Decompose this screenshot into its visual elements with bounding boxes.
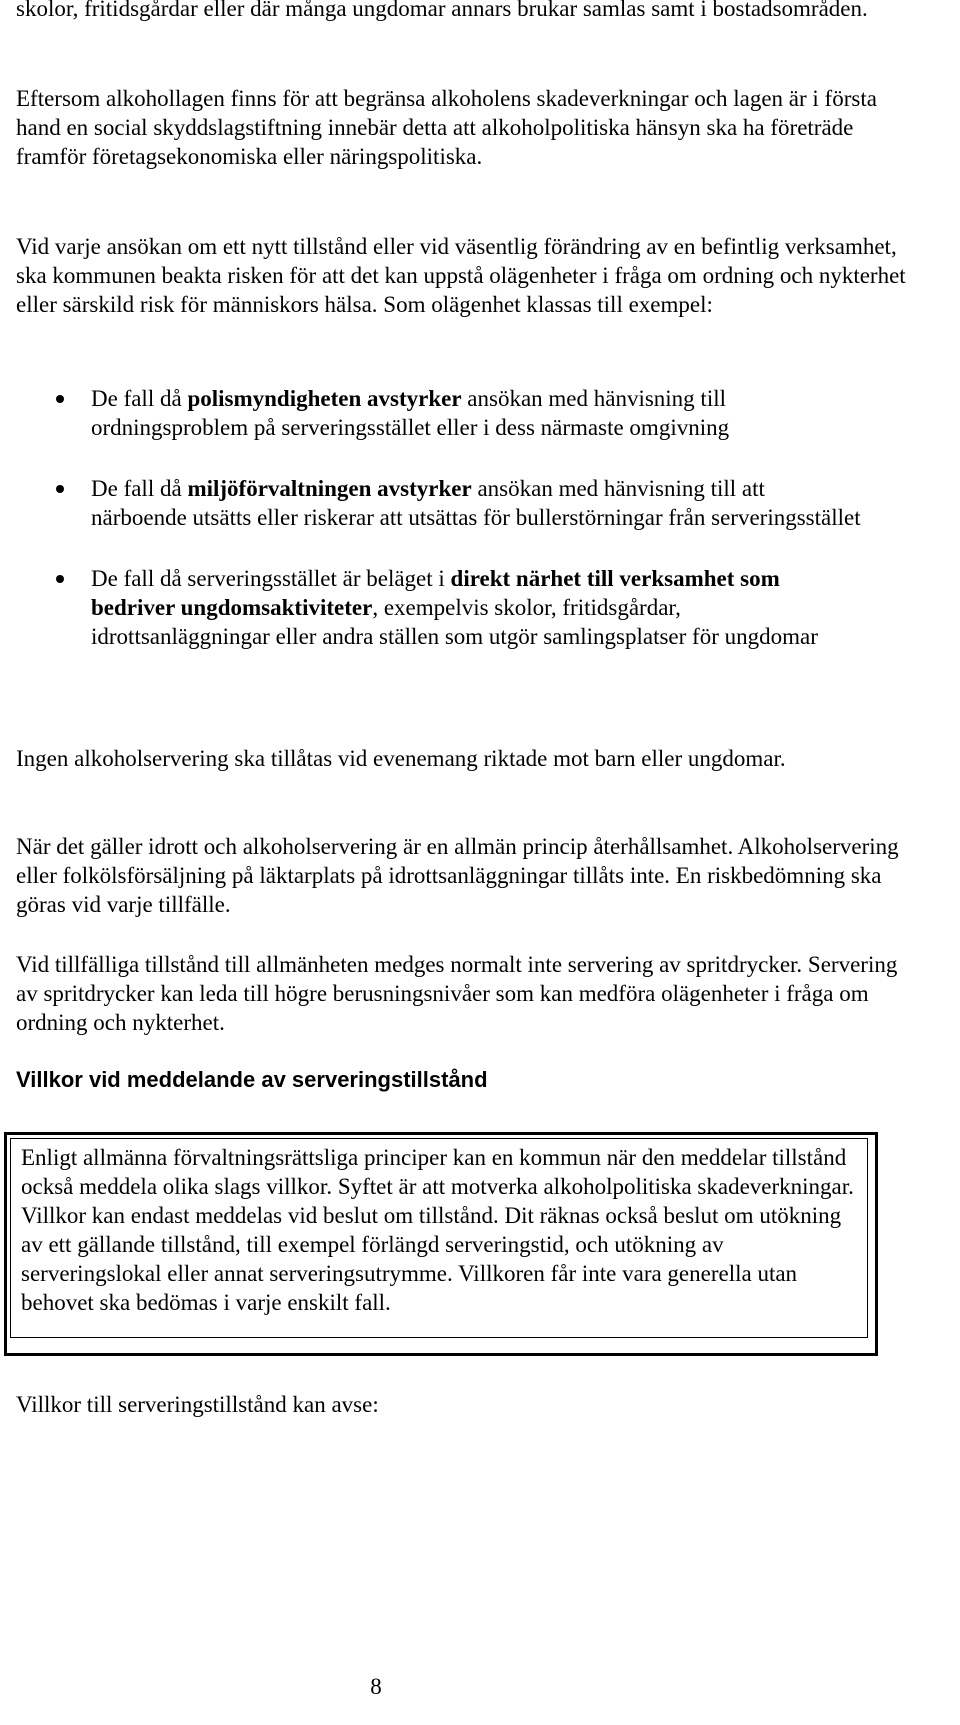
list-item-text-bold: direkt närhet till verksamhet som bedriver ungdomsaktiviteter [91,566,780,620]
list-item-text-post: , exempelvis skolor, fritidsgårdar, idrottsanläggningar eller andra ställen som utgör samlingsplatser för ungdomar [91,595,818,649]
paragraph-conditions-intro: Villkor till serveringstillstånd kan avse: [16,1392,379,1417]
list-item-text-post: ansökan med hänvisning till att närboende utsätts eller riskerar att utsättas för bullerstörningar från serveringsstället [91,476,861,530]
paragraph-sports: När det gäller idrott och alkoholservering är en allmän princip återhållsamhet. Alkoholservering eller folkölsförsäljning på läktarplats på idrottsanläggningar tillåts inte. En riskbedömning ska göras vid varje tillfälle. [16,834,899,917]
list-item-text-pre: De fall då serveringsstället är beläget i [91,566,451,591]
paragraph-risk-intro: Vid varje ansökan om ett nytt tillstånd eller vid väsentlig förändring av en befintlig verksamhet, ska kommunen beakta risken för att det kan uppstå olägenheter i fråga om ordning och nykterhet eller särskild risk för människors hälsa. Som olägenhet klassas till exempel: [16,234,906,317]
bullet-icon [56,575,64,583]
list-item-text-pre: De fall då [91,386,188,411]
framed-text-box-inner [10,1138,868,1338]
list-item [16,384,861,442]
list-item-text-pre: De fall då [91,476,188,501]
list-item-text-bold: polismyndigheten avstyrker [187,386,462,411]
paragraph-intro-continued: skolor, fritidsgårdar eller där många ungdomar annars brukar samlas samt i bostadsområden. [16,0,868,21]
list-item [16,474,861,532]
paragraph-events: Ingen alkoholservering ska tillåtas vid evenemang riktade mot barn eller ungdomar. [16,746,786,771]
list-item-text-bold: miljöförvaltningen avstyrker [187,476,472,501]
bullet-icon [56,395,64,403]
nuisance-examples-list [16,384,916,651]
framed-box-paragraph: Enligt allmänna förvaltningsrättsliga principer kan en kommun när den meddelar tillstånd också meddela olika slags villkor. Syftet är att motverka alkoholpolitiska skadeverkningar. Villkor kan endast meddelas vid beslut om tillstånd. Dit räknas också beslut om utökning av ett gällande tillstånd, till exempel förlängd serveringstid, och utökning av serveringslokal eller annat serveringsutrymme. Villkoren får inte vara generella utan behovet ska bedömas i varje enskilt fall. [21,1145,854,1315]
list-item-text-post: ansökan med hänvisning till ordningsproblem på serveringsstället eller i dess närmaste omgivning [91,386,730,440]
bullet-icon [56,485,64,493]
list-item [16,564,861,651]
framed-text-box [4,1132,878,1356]
paragraph-purpose: Eftersom alkohollagen finns för att begränsa alkoholens skadeverkningar och lagen är i första hand en social skyddslagstiftning innebär detta att alkoholpolitiska hänsyn ska ha företräde framför företagsekonomiska eller näringspolitiska. [16,86,877,169]
section-heading: Villkor vid meddelande av serveringstillstånd [16,1067,488,1092]
page-number: 8 [370,1674,382,1699]
paragraph-temporary-permits: Vid tillfälliga tillstånd till allmänheten medges normalt inte servering av spritdrycker. Servering av spritdrycker kan leda till högre berusningsnivåer som kan medföra olägenheter i fråga om ordning och nykterhet. [16,952,898,1035]
